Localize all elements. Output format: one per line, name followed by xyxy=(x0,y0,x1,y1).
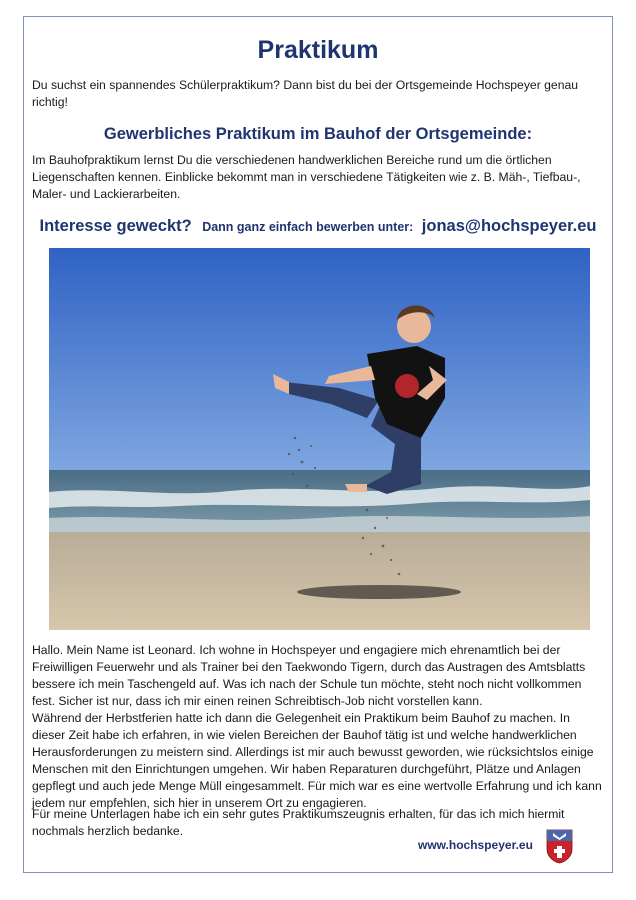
photo-shadow xyxy=(297,585,461,599)
section-heading: Gewerbliches Praktikum im Bauhof der Ortsgemeinde: xyxy=(103,125,533,143)
intro-text: Du suchst ein spannendes Schülerpraktikum? Dann bist du bei der Ortsgemeinde Hochspeyer genau richtig! xyxy=(32,78,579,109)
testimonial-paragraph-2: Während der Herbstferien hatte ich dann die Gelegenheit ein Praktikum beim Bauhof zu machen. In dieser Zeit habe ich erfahren, in wie vielen Bereichen der Bauhof tätig ist und welche handwerklichen Herausforderungen zu meistern sind. Allerdings ist mir auch bewusst geworden, wie rücksichtslos einige Menschen mit den Einrichtungen umgehen. Wir haben Reparaturen durchgeführt, Plätze und Anlagen gepflegt und auch jede Menge Müll eingesammelt. Für mich war es eine wertvolle Erfahrung und ich kann jedem nur empfehlen, sich hier in unserem Ort zu engagieren. xyxy=(32,711,602,810)
testimonial-paragraph-1: Hallo. Mein Name ist Leonard. Ich wohne in Hochspeyer und engagiere mich ehrenamtlich bei der Freiwilligen Feuerwehr und als Trainer bei den Taekwondo Tigern, durch das Austragen des Amtsblatts bessere ich mein Taschengeld auf. Was ich nach der Schule tun möchte, steht noch nicht vollkommen fest. Sicher ist nur, dass ich mir einen reinen Schreibtisch-Job nicht vorstellen kann. xyxy=(32,643,586,708)
photo-sand xyxy=(49,532,590,630)
photo-sky xyxy=(49,248,590,470)
interest-headline: Interesse geweckt? xyxy=(39,217,192,235)
testimonial-paragraph-3: Für meine Unterlagen habe ich ein sehr gutes Praktikumszeugnis erhalten, für das ich mich hiermit nochmals herzlich bedanke. xyxy=(32,807,565,838)
page-title: Praktikum xyxy=(257,36,379,64)
photo-taekwondo-kick xyxy=(49,248,590,630)
footer-website-link[interactable]: www.hochspeyer.eu xyxy=(418,838,533,852)
municipal-crest-icon xyxy=(546,829,573,864)
contact-email-link[interactable]: jonas@hochspeyer.eu xyxy=(421,217,597,235)
interest-line xyxy=(0,217,636,236)
apply-text: Dann ganz einfach bewerben unter: xyxy=(202,220,414,234)
kicker-shirt-print xyxy=(395,374,419,398)
photo-wave-2 xyxy=(49,516,590,532)
section-text: Im Bauhofpraktikum lernst Du die verschiedenen handwerklichen Bereiche rund um die örtlichen Liegenschaften kennen. Einblicke bekommt man in verschiedene Tätigkeiten wie z. B. Mäh-, Tiefbau-, Maler- und Lackierarbeiten. xyxy=(32,153,581,201)
